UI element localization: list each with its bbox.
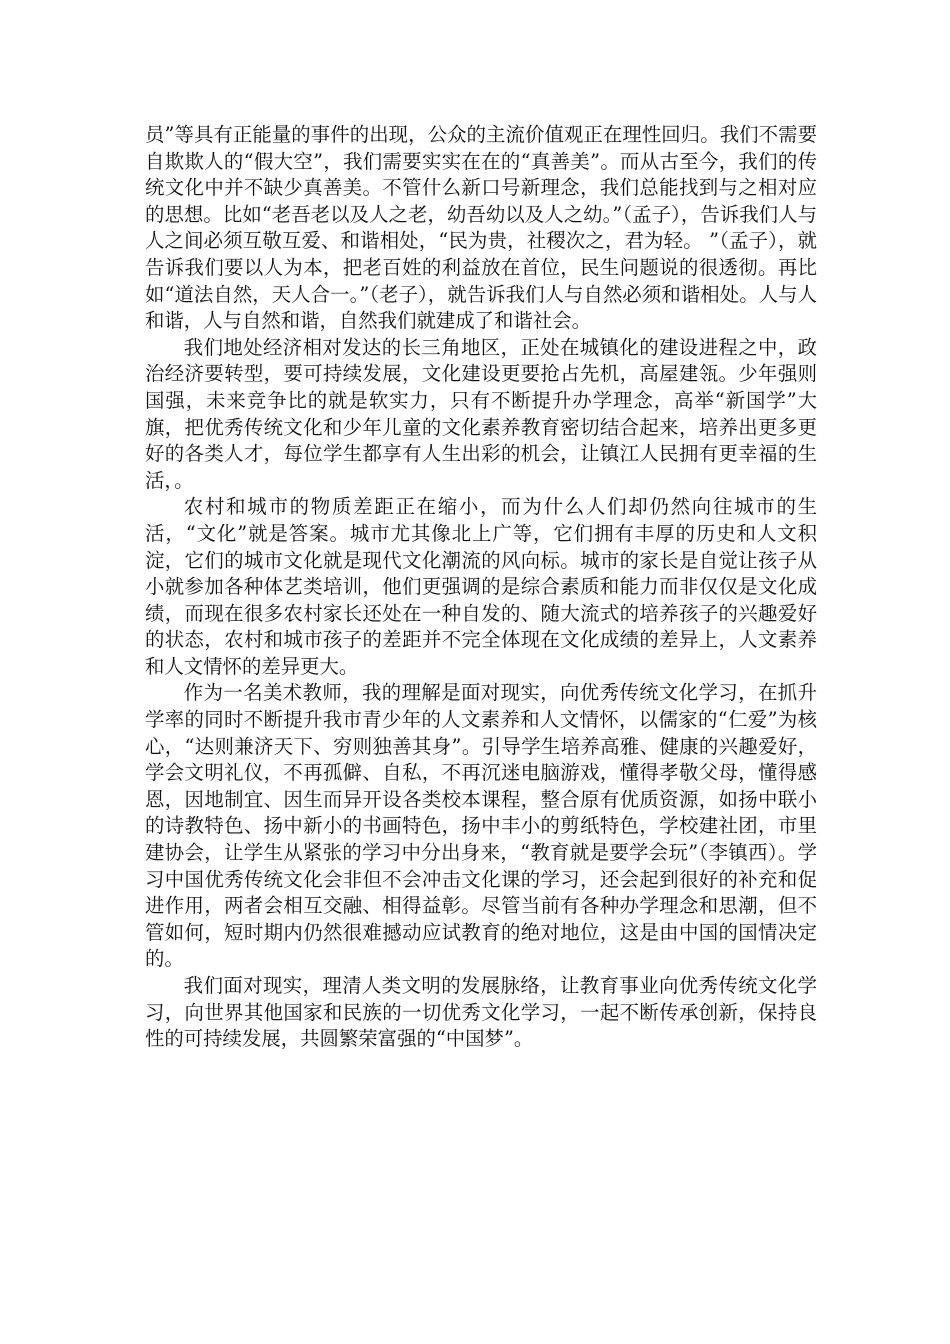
paragraph-3: 农村和城市的物质差距正在缩小，而为什么人们却仍然向往城市的生活，“文化”就是答案。城市尤其像北上广等，它们拥有丰厚的历史和人文积淀，它们的城市文化就是现代文化潮流的风向标。城市的家长是自觉让孩子从小就参加各种体艺类培训，他们更强调的是综合素质和能力而非仅仅是文化成绩，而现在很多农村家长还处在一种自发的、随大流式的培养孩子的兴趣爱好的状态，农村和城市孩子的差距并不完全体现在文化成绩的差异上，人文素养和人文情怀的差异更大。 [145,495,817,678]
paragraph-4: 作为一名美术教师，我的理解是面对现实，向优秀传统文化学习，在抓升学率的同时不断提升我市青少年的人文素养和人文情怀，以儒家的“仁爱”为核心，“达则兼济天下、穷则独善其身”。引导学生培养高雅、健康的兴趣爱好，学会文明礼仪，不再孤僻、自私，不再沉迷电脑游戏，懂得孝敬父母，懂得感恩，因地制宜、因生而异开设各类校本课程，整合原有优质资源，如扬中联小的诗教特色、扬中新小的书画特色，扬中丰小的剪纸特色，学校建社团，市里建协会，让学生从紧张的学习中分出身来，“教育就是要学会玩”（李镇西）。学习中国优秀传统文化会非但不会冲击文化课的学习，还会起到很好的补充和促进作用，两者会相互交融、相得益彰。尽管当前有各种办学理念和思潮，但不管如何，短时期内仍然很难撼动应试教育的绝对地位，这是由中国的国情决定的。 [145,681,817,971]
paragraph-2: 我们地处经济相对发达的长三角地区，正处在城镇化的建设进程之中，政治经济要转型，要可持续发展，文化建设更要抢占先机，高屋建瓴。少年强则国强，未来竞争比的就是软实力，只有不断提升办学理念，高举“新国学”大旗，把优秀传统文化和少年儿童的文化素养教育密切结合起来，培养出更多更好的各类人才，每位学生都享有人生出彩的机会，让镇江人民拥有更幸福的生活，。 [145,335,817,492]
paragraph-1: 员”等具有正能量的事件的出现，公众的主流价值观正在理性回归。我们不需要自欺欺人的“假大空”，我们需要实实在在的“真善美”。而从古至今，我们的传统文化中并不缺少真善美。不管什么新口号新理念，我们总能找到与之相对应的思想。比如“老吾老以及人之老，幼吾幼以及人之幼。”（孟子），告诉我们人与人之间必须互敬互爱、和谐相处，“民为贵，社稷次之，君为轻。 ”（孟子），就告诉我们要以人为本，把老百姓的利益放在首位，民生问题说的很透彻。再比如“道法自然，天人合一。”（老子），就告诉我们人与自然必须和谐相处。人与人和谐，人与自然和谐，自然我们就建成了和谐社会。 [145,123,817,333]
document-body [145,122,817,1053]
paragraph-5: 我们面对现实，理清人类文明的发展脉络，让教育事业向优秀传统文化学习，向世界其他国家和民族的一切优秀文化学习，一起不断传承创新，保持良性的可持续发展，共圆繁荣富强的“中国梦”。 [145,974,817,1051]
